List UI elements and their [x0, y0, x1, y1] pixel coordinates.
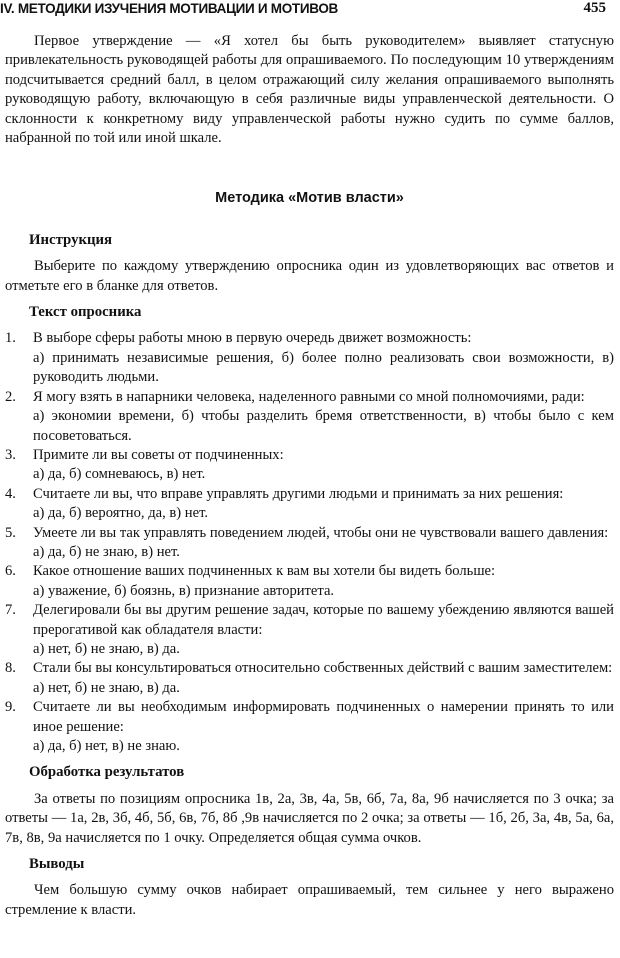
- answer-options: а) да, б) вероятно, да, в) нет.: [33, 505, 209, 522]
- question-number: 4.: [5, 485, 16, 502]
- conclusions-heading: Выводы: [29, 856, 85, 873]
- question-text: Примите ли вы советы от подчиненных:: [33, 446, 284, 463]
- question-text: В выборе сферы работы мною в первую очередь движет возможность:: [33, 330, 472, 347]
- page-number: 455: [583, 0, 606, 16]
- running-header: [0, 0, 620, 24]
- question-text: Считаете ли вы, что вправе управлять другими людьми и принимать за них решения:: [33, 485, 564, 502]
- answer-options: а) уважение, б) боязнь, в) признание авторитета.: [33, 582, 335, 599]
- question-number: 7.: [5, 602, 16, 619]
- answer-options: а) да, б) нет, в) не знаю.: [33, 738, 180, 754]
- chapter-title: IV. МЕТОДИКИ ИЗУЧЕНИЯ МОТИВАЦИИ И МОТИВОВ: [0, 1, 339, 16]
- question-text: Делегировали бы вы другим решение задач, которые по вашему убеждению являются вашей прерогативой как обладателя власти:: [33, 602, 614, 638]
- question-item: [5, 562, 614, 601]
- section-title: Методика «Мотив власти»: [215, 190, 404, 207]
- question-item: [5, 698, 614, 756]
- question-item: [5, 329, 614, 387]
- processing-heading: Обработка результатов: [29, 764, 185, 781]
- intro-paragraph: Первое утверждение — «Я хотел бы быть руководителем» выявляет статусную привлекательность руководящей работы для опрашиваемого. По последующим 10 утверждениям подсчитывается средний балл, в целом отражающий силу желания опрашиваемого выполнять руководящую работу, включающую в себя различные виды управленческой деятельности. О склонности к конкретному виду управленческой работы нужно судить по сумме баллов, набранной по той или иной шкале.: [5, 33, 614, 147]
- answer-options: а) нет, б) не знаю, в) да.: [33, 640, 180, 657]
- questionnaire-heading: Текст опросника: [29, 304, 142, 321]
- question-number: 8.: [5, 660, 16, 677]
- question-item: [5, 485, 614, 524]
- question-number: 1.: [5, 330, 16, 347]
- question-number: 2.: [5, 388, 16, 405]
- question-item: [5, 388, 614, 446]
- question-number: 6.: [5, 563, 16, 580]
- question-number: 5.: [5, 524, 16, 541]
- question-text: Умеете ли вы так управлять поведением людей, чтобы они не чувствовали вашего давления:: [33, 524, 609, 541]
- question-list: [5, 329, 614, 756]
- question-item: [5, 446, 614, 485]
- answer-options: а) да, б) сомневаюсь, в) нет.: [33, 466, 206, 483]
- processing-text: За ответы по позициям опросника 1в, 2а, 3в, 4а, 5в, 6б, 7а, 8а, 9б начисляется по 3 очка; за ответы — 1а, 2в, 3б, 4б, 5б, 6в, 7б, 8б ,9в начисляется по 2 очка; за ответы — 1б, 2б, 3а, 4в, 5а, 6а, 7в, 8в, 9а начисляется по 1 очку. Определяется общая сумма очков.: [5, 790, 614, 846]
- question-item: [5, 524, 614, 563]
- answer-options: а) нет, б) не знаю, в) да.: [33, 679, 180, 696]
- question-text: Какое отношение ваших подчиненных к вам вы хотели бы видеть больше:: [33, 563, 496, 580]
- instruction-heading: Инструкция: [29, 231, 113, 248]
- instruction-text: Выберите по каждому утверждению опросника один из удовлетворяющих вас ответов и отметьте его в бланке для ответов.: [5, 258, 614, 294]
- answer-options: а) да, б) не знаю, в) нет.: [33, 543, 180, 560]
- question-number: 9.: [5, 699, 16, 716]
- answer-options: а) принимать независимые решения, б) более полно реализовать свои возможности, в) руководить людьми.: [33, 349, 614, 386]
- question-item: [5, 659, 614, 698]
- question-text: Я могу взять в напарники человека, наделенного равными со мной полномочиями, ради:: [33, 388, 585, 405]
- question-text: Стали бы вы консультироваться относительно собственных действий с вашим заместителем:: [33, 660, 613, 677]
- question-item: [5, 601, 614, 659]
- question-text: Считаете ли вы необходимым информировать подчиненных о намерении принять то или иное решение:: [33, 699, 614, 735]
- answer-options: а) экономии времени, б) чтобы разделить бремя ответственности, в) чтобы было с кем посоветоваться.: [33, 408, 614, 444]
- question-number: 3.: [5, 446, 16, 463]
- conclusions-text: Чем большую сумму очков набирает опрашиваемый, тем сильнее у него выражено стремление к власти.: [5, 882, 614, 918]
- page-body: [5, 32, 614, 920]
